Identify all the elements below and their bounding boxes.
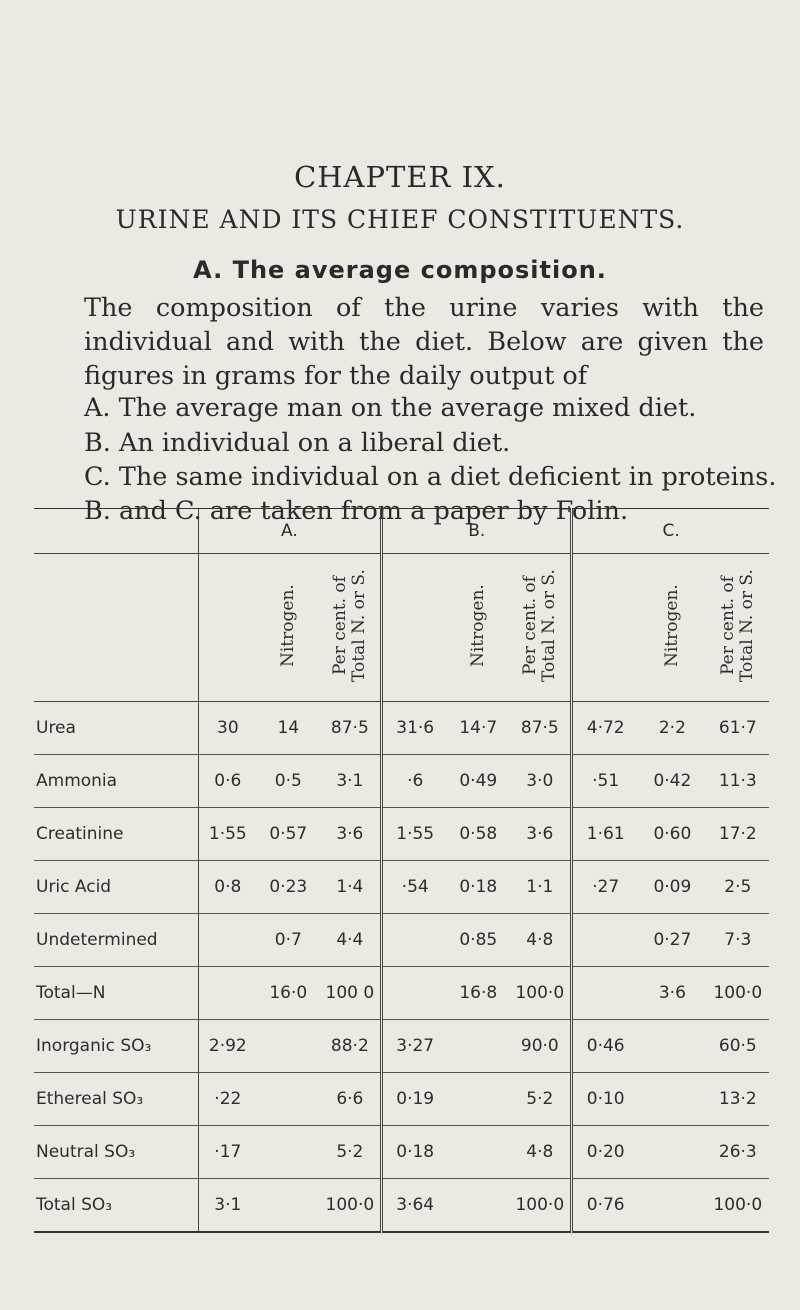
cell-b-3: 5·2 — [509, 1073, 571, 1126]
row-label: Total—N — [34, 967, 198, 1020]
row-label: Ethereal SO₃ — [34, 1073, 198, 1126]
cell-a-1 — [198, 914, 257, 967]
table-row — [34, 1020, 769, 1073]
table-row — [34, 755, 769, 808]
list-item-b: B. An individual on a liberal diet. — [84, 428, 511, 458]
cell-c-3: 2·5 — [707, 861, 769, 914]
cell-a-3: 6·6 — [319, 1073, 381, 1126]
cell-a-3: 100 0 — [319, 967, 381, 1020]
cell-c-3: 60·5 — [707, 1020, 769, 1073]
cell-c-2: 0·09 — [638, 861, 707, 914]
cell-b-3: 100·0 — [509, 1179, 571, 1233]
cell-b-3: 4·8 — [509, 914, 571, 967]
cell-c-2 — [638, 1179, 707, 1233]
cell-b-2 — [447, 1020, 509, 1073]
list-item-a: A. The average man on the average mixed diet. — [84, 393, 697, 423]
cell-c-1: ·27 — [572, 861, 638, 914]
cell-b-1: 3·64 — [382, 1179, 447, 1233]
cell-a-1: 30 — [198, 702, 257, 755]
cell-b-2: 0·85 — [447, 914, 509, 967]
section-heading: A. The average composition. — [193, 256, 607, 284]
table-row — [34, 1179, 769, 1233]
b-nitrogen-subheader: Nitrogen. — [447, 554, 509, 702]
cell-c-3: 61·7 — [707, 702, 769, 755]
cell-a-1: 3·1 — [198, 1179, 257, 1233]
c-percent-subheader: Per cent. of Total N. or S. — [707, 554, 769, 702]
cell-c-1 — [572, 967, 638, 1020]
cell-a-2 — [257, 1073, 319, 1126]
cell-a-3: 88·2 — [319, 1020, 381, 1073]
cell-b-3: 3·0 — [509, 755, 571, 808]
group-header-row — [34, 509, 769, 554]
cell-a-1: 0·6 — [198, 755, 257, 808]
composition-table — [34, 508, 769, 1233]
cell-a-1: ·22 — [198, 1073, 257, 1126]
cell-b-1: 0·18 — [382, 1126, 447, 1179]
row-label: Ammonia — [34, 755, 198, 808]
cell-b-2 — [447, 1073, 509, 1126]
chapter-number: CHAPTER IX. — [294, 160, 506, 194]
cell-a-2: 16·0 — [257, 967, 319, 1020]
cell-c-1: ·51 — [572, 755, 638, 808]
cell-a-2: 14 — [257, 702, 319, 755]
cell-b-1 — [382, 914, 447, 967]
cell-c-3: 17·2 — [707, 808, 769, 861]
corner-cell-lower — [34, 554, 198, 702]
cell-a-3: 87·5 — [319, 702, 381, 755]
cell-a-2: 0·5 — [257, 755, 319, 808]
cell-c-1: 0·76 — [572, 1179, 638, 1233]
a-percent-subheader: Per cent. of Total N. or S. — [319, 554, 381, 702]
cell-a-2 — [257, 1179, 319, 1233]
group-c-header: C. — [572, 509, 769, 554]
cell-c-1: 0·10 — [572, 1073, 638, 1126]
cell-b-2: 16·8 — [447, 967, 509, 1020]
cell-b-3: 87·5 — [509, 702, 571, 755]
row-label: Creatinine — [34, 808, 198, 861]
cell-a-3: 5·2 — [319, 1126, 381, 1179]
cell-c-2 — [638, 1020, 707, 1073]
cell-b-2: 14·7 — [447, 702, 509, 755]
a-nitrogen-subheader: Nitrogen. — [257, 554, 319, 702]
cell-c-3: 13·2 — [707, 1073, 769, 1126]
cell-a-3: 4·4 — [319, 914, 381, 967]
cell-b-3: 3·6 — [509, 808, 571, 861]
table-row — [34, 702, 769, 755]
cell-a-3: 3·6 — [319, 808, 381, 861]
cell-b-2: 0·49 — [447, 755, 509, 808]
row-label: Uric Acid — [34, 861, 198, 914]
cell-c-1: 0·20 — [572, 1126, 638, 1179]
cell-c-2 — [638, 1073, 707, 1126]
c-blank-subheader — [572, 554, 638, 702]
b-blank-subheader — [382, 554, 447, 702]
cell-c-3: 11·3 — [707, 755, 769, 808]
table-row — [34, 1073, 769, 1126]
cell-b-2: 0·18 — [447, 861, 509, 914]
corner-cell — [34, 509, 198, 554]
cell-a-1: 2·92 — [198, 1020, 257, 1073]
cell-c-1: 0·46 — [572, 1020, 638, 1073]
cell-b-3: 4·8 — [509, 1126, 571, 1179]
cell-c-3: 100·0 — [707, 967, 769, 1020]
cell-a-2 — [257, 1020, 319, 1073]
cell-a-2 — [257, 1126, 319, 1179]
table-row — [34, 1126, 769, 1179]
cell-a-3: 1·4 — [319, 861, 381, 914]
cell-b-3: 100·0 — [509, 967, 571, 1020]
cell-a-1: 0·8 — [198, 861, 257, 914]
group-a-header: A. — [198, 509, 382, 554]
table-row — [34, 967, 769, 1020]
cell-b-2 — [447, 1126, 509, 1179]
row-label: Total SO₃ — [34, 1179, 198, 1233]
row-label: Neutral SO₃ — [34, 1126, 198, 1179]
b-percent-subheader: Per cent. of Total N. or S. — [509, 554, 571, 702]
cell-b-1: 0·19 — [382, 1073, 447, 1126]
row-label: Undetermined — [34, 914, 198, 967]
cell-a-1: 1·55 — [198, 808, 257, 861]
source-note: B. and C. are taken from a paper by Folin. — [84, 496, 629, 526]
c-nitrogen-subheader: Nitrogen. — [638, 554, 707, 702]
cell-a-3: 3·1 — [319, 755, 381, 808]
cell-a-1: ·17 — [198, 1126, 257, 1179]
group-b-header: B. — [382, 509, 572, 554]
cell-b-3: 90·0 — [509, 1020, 571, 1073]
cell-a-2: 0·7 — [257, 914, 319, 967]
cell-b-1: ·54 — [382, 861, 447, 914]
cell-c-2: 3·6 — [638, 967, 707, 1020]
cell-b-1 — [382, 967, 447, 1020]
cell-b-1: 3·27 — [382, 1020, 447, 1073]
a-blank-subheader — [198, 554, 257, 702]
cell-c-2: 0·27 — [638, 914, 707, 967]
intro-paragraph: The composition of the urine varies with the individual and with the diet. Below are given the figures in grams for the daily output of — [84, 293, 764, 391]
cell-c-2: 2·2 — [638, 702, 707, 755]
cell-c-2: 0·60 — [638, 808, 707, 861]
cell-a-2: 0·57 — [257, 808, 319, 861]
cell-b-1: 1·55 — [382, 808, 447, 861]
cell-a-1 — [198, 967, 257, 1020]
cell-c-3: 100·0 — [707, 1179, 769, 1233]
cell-c-3: 7·3 — [707, 914, 769, 967]
cell-c-1 — [572, 914, 638, 967]
cell-b-1: ·6 — [382, 755, 447, 808]
subheader-row — [34, 554, 769, 702]
cell-b-2: 0·58 — [447, 808, 509, 861]
table-row — [34, 808, 769, 861]
cell-b-2 — [447, 1179, 509, 1233]
cell-c-3: 26·3 — [707, 1126, 769, 1179]
cell-b-3: 1·1 — [509, 861, 571, 914]
chapter-title: URINE AND ITS CHIEF CONSTITUENTS. — [115, 205, 685, 234]
list-item-c: C. The same individual on a diet deficient in proteins. — [84, 462, 777, 492]
cell-a-2: 0·23 — [257, 861, 319, 914]
row-label: Inorganic SO₃ — [34, 1020, 198, 1073]
cell-b-1: 31·6 — [382, 702, 447, 755]
cell-a-3: 100·0 — [319, 1179, 381, 1233]
cell-c-2 — [638, 1126, 707, 1179]
row-label: Urea — [34, 702, 198, 755]
cell-c-1: 4·72 — [572, 702, 638, 755]
table-row — [34, 914, 769, 967]
table-row — [34, 861, 769, 914]
cell-c-1: 1·61 — [572, 808, 638, 861]
cell-c-2: 0·42 — [638, 755, 707, 808]
